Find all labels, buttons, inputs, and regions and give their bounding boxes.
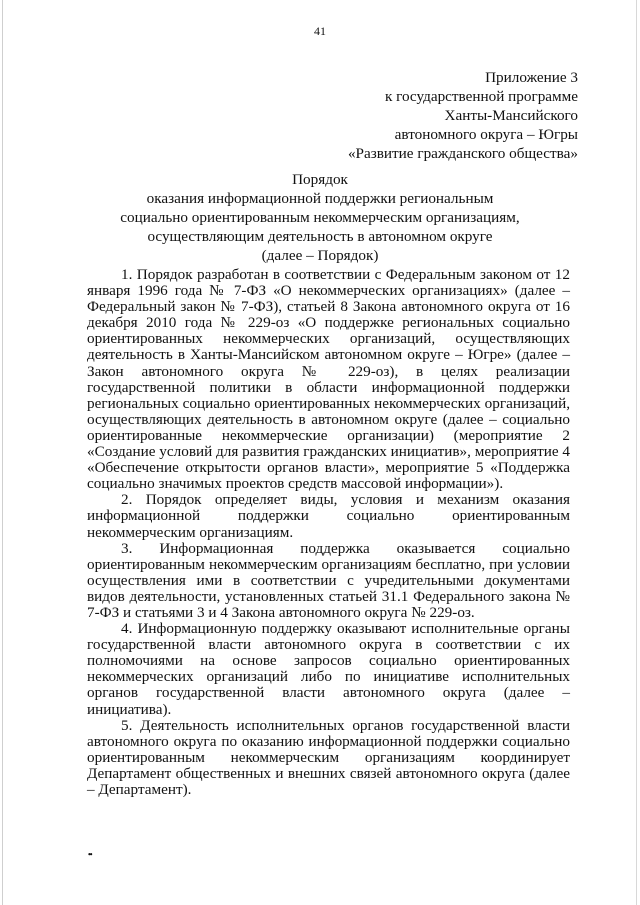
- title-line: Порядок: [292, 171, 348, 188]
- paragraph-2: 2. Порядок определяет виды, условия и механизм оказания информационной поддержки социально ориентированным некоммерческим организациям.: [87, 491, 570, 541]
- scan-edge-right: [636, 0, 637, 905]
- footer-mark: ••: [88, 850, 92, 859]
- title-line: оказания информационной поддержки региональным: [146, 190, 494, 207]
- paragraph-4: 4. Информационную поддержку оказывают исполнительные органы государственной власти автономного округа в соответствии с их полномочиями на основе запросов социально ориентированных некоммерческих организаций либо по инициативе исполнительных органов государственной власти автономного округа (далее – инициатива).: [87, 620, 570, 718]
- appendix-header: [348, 68, 578, 163]
- title-line: осуществляющим деятельность в автономном округе: [147, 228, 493, 245]
- appendix-line: к государственной программе: [384, 88, 578, 105]
- appendix-line: Приложение 3: [485, 69, 578, 86]
- paragraph-3: 3. Информационная поддержка оказывается социально ориентированным некоммерческим организациям бесплатно, при условии осуществления ими в соответствии с учредительными документами видов деятельности, установленных статьей 31.1 Федерального закона № 7-ФЗ и статьями 3 и 4 Закона автономного округа № 229-оз.: [87, 539, 570, 621]
- appendix-line: Ханты-Мансийского: [444, 107, 578, 124]
- scan-edge-left: [2, 0, 3, 905]
- paragraph-1: 1. Порядок разработан в соответствии с Федеральным законом от 12 января 1996 года № 7-ФЗ «О некоммерческих организациях» (далее – Федеральный закон № 7-ФЗ), статьей 8 Закона автономного округа от 16 декабря 2010 года № 229-оз «О поддержке региональных социально ориентированных некоммерческих организаций, осуществляющих деятельность в Ханты-Мансийском автономном округе – Югре» (далее – Закон автономного округа № 229-оз), в целях реализации государственной политики в области информационной поддержки региональных социально ориентированных некоммерческих организаций, осуществляющих деятельность в автономном округе (далее – социально ориентированные некоммерческие организации) (мероприятие 2 «Создание условий для развития гражданских инициатив», мероприятие 4 «Обеспечение открытости органов власти», мероприятие 5 «Поддержка социально значимых проектов средств массовой информации»).: [87, 266, 570, 493]
- title-line: (далее – Порядок): [261, 247, 379, 264]
- document-body: [87, 267, 570, 798]
- title-line: социально ориентированным некоммерческим организациям,: [120, 209, 520, 226]
- appendix-line: автономного округа – Югры: [394, 126, 578, 143]
- paragraph-5: 5. Деятельность исполнительных органов государственной власти автономного округа по оказанию информационной поддержки социально ориентированным некоммерческим организациям координирует Департамент общественных и внешних связей автономного округа (далее – Департамент).: [87, 716, 570, 798]
- document-title: [0, 170, 640, 265]
- page-number: 41: [314, 24, 326, 38]
- appendix-line: «Развитие гражданского общества»: [347, 145, 578, 162]
